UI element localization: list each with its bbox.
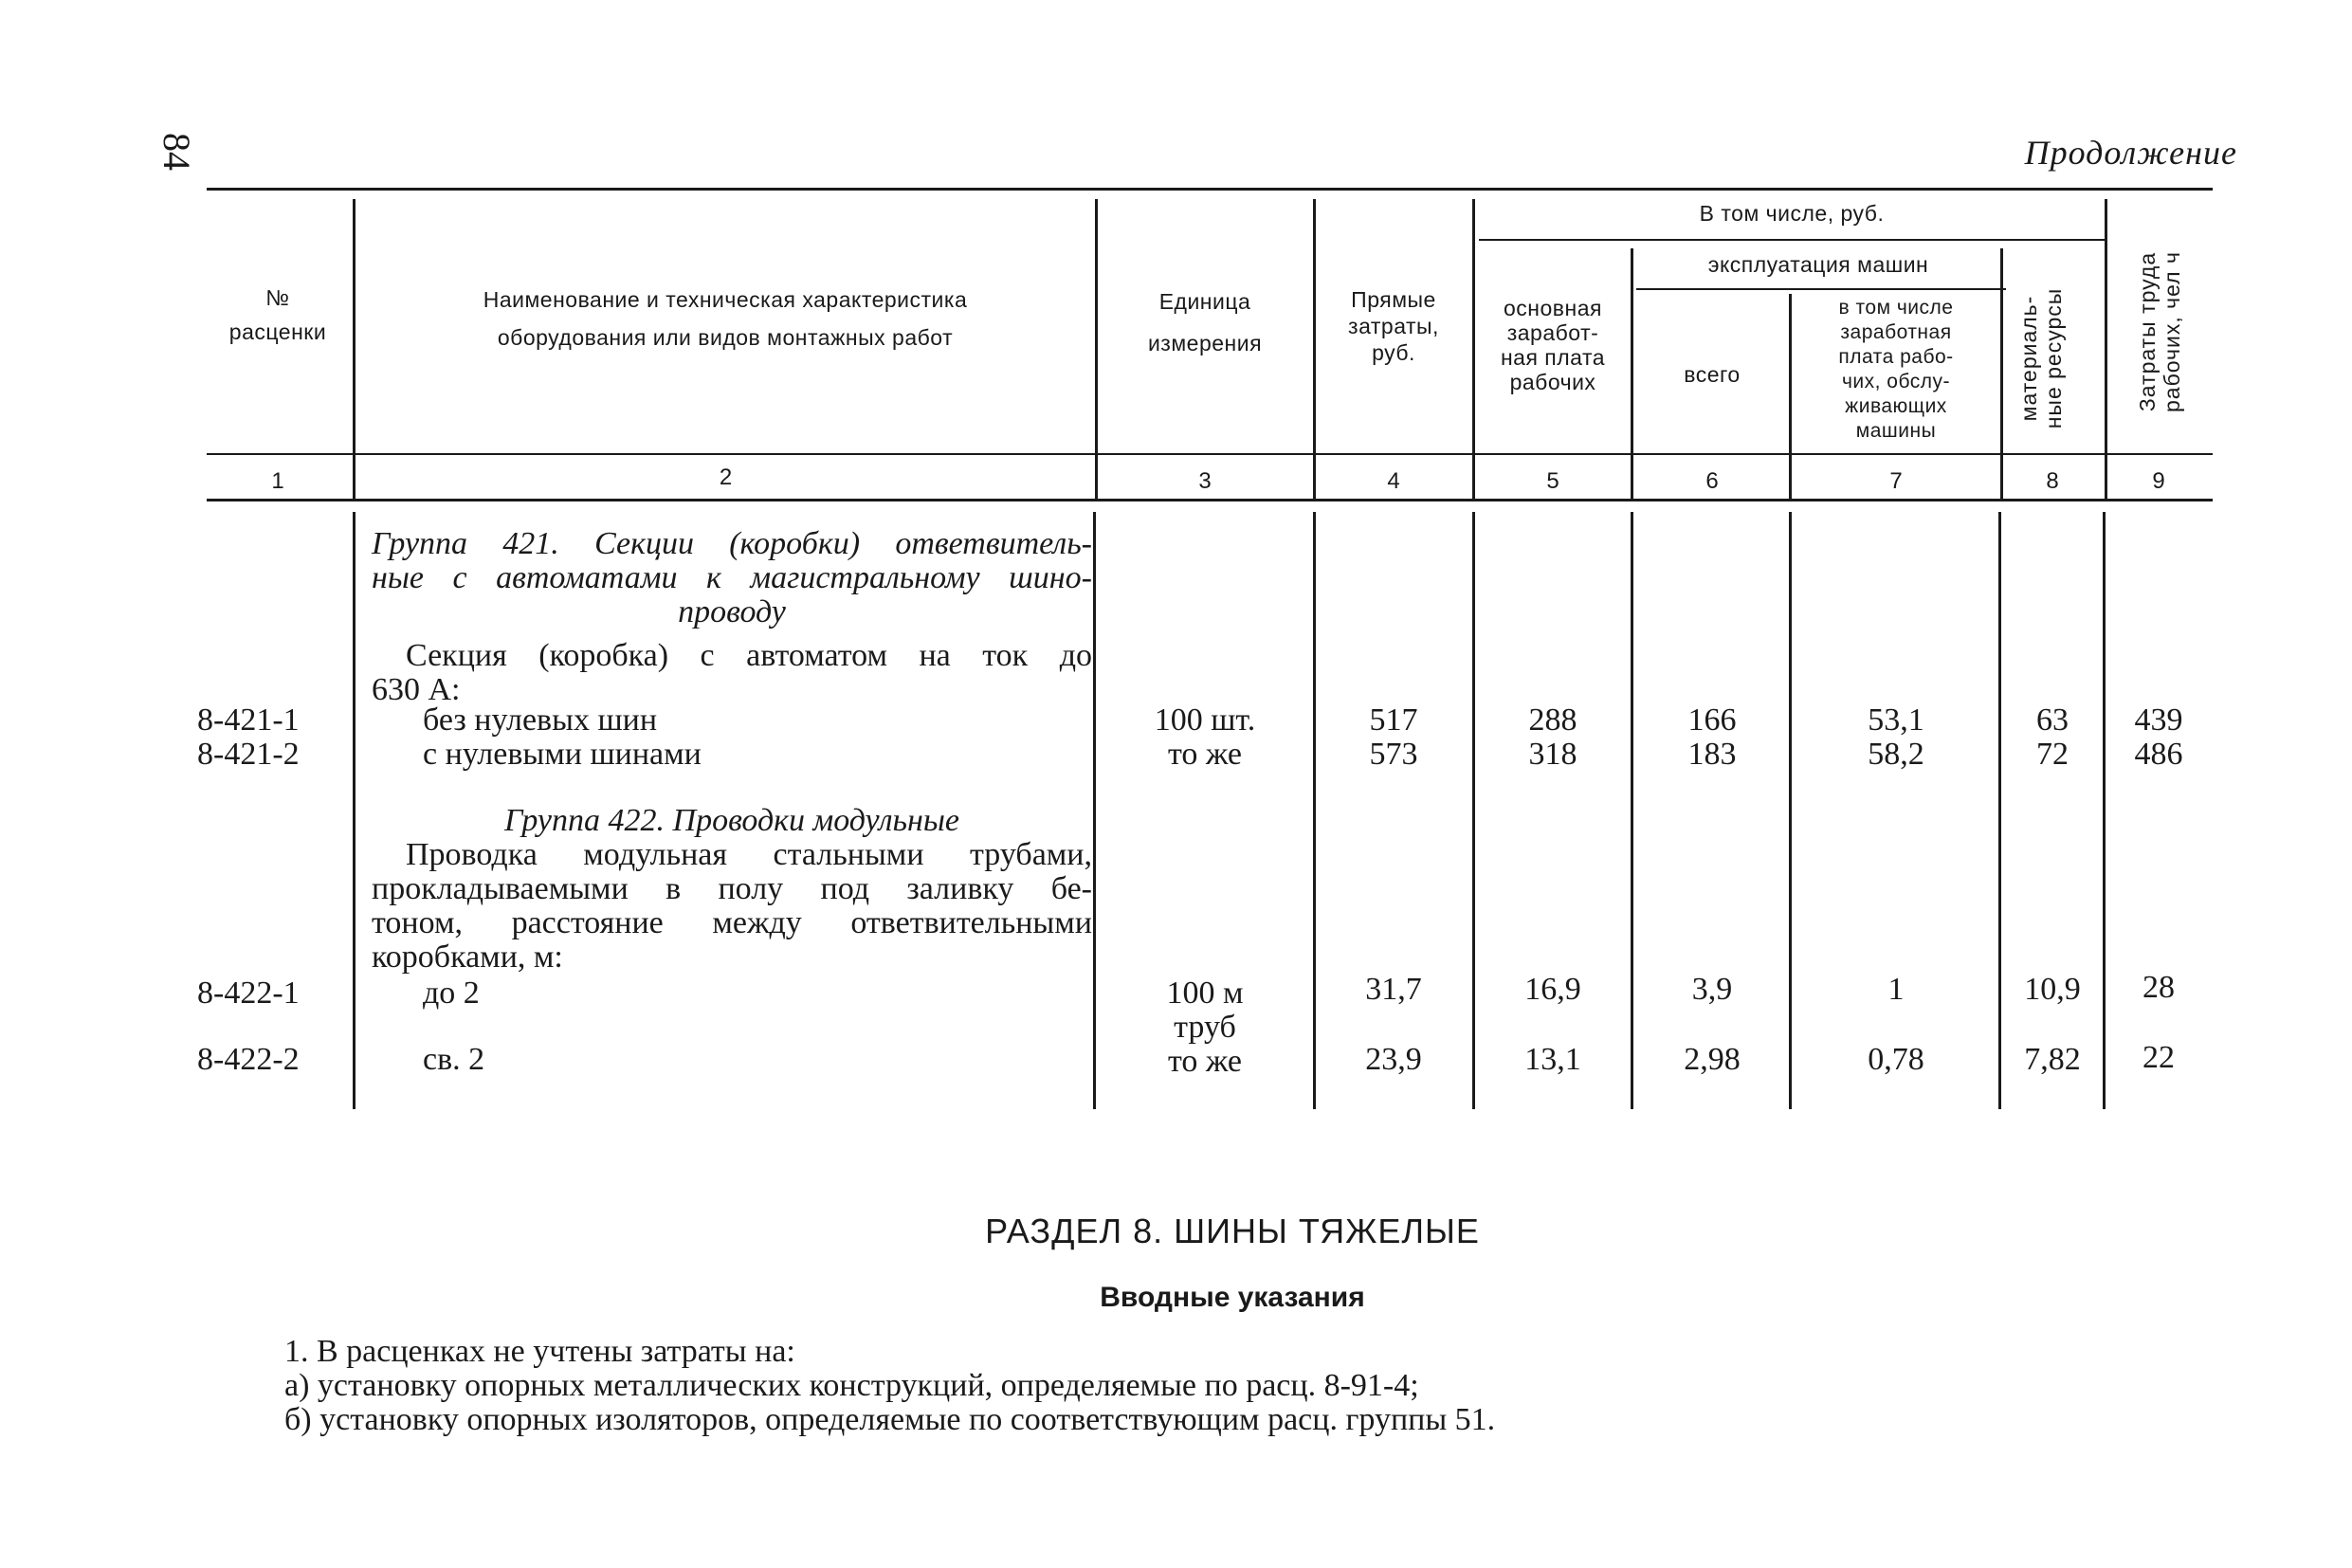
header-col4-line3: руб.	[1372, 340, 1415, 365]
group421-intro-line2: 630 А:	[372, 672, 461, 707]
header-col5-line1: основная	[1504, 296, 1602, 320]
row-unit-line2: труб	[1174, 1010, 1236, 1045]
row-name: с нулевыми шинами	[423, 737, 702, 772]
colnum-3: 3	[1198, 468, 1212, 494]
table-top-rule	[207, 188, 2213, 191]
header-col3-line1: Единица	[1158, 289, 1251, 314]
row-unit: 100 шт.	[1154, 702, 1256, 738]
vrule-3	[1313, 199, 1316, 501]
incl-group-rule	[1479, 239, 2106, 241]
row-labor: 439	[2134, 702, 2183, 738]
header-col7-line3: плата рабо-	[1838, 346, 1954, 368]
vrule-body-5	[1631, 512, 1633, 1109]
group422-title: Группа 422. Проводки модульные	[503, 803, 960, 838]
row-unit	[1100, 976, 1310, 1045]
vrule-body-8	[2103, 512, 2106, 1109]
row-unit: то же	[1167, 1044, 1243, 1079]
header-col9	[2135, 209, 2188, 455]
vrule-body-1	[353, 512, 356, 1109]
vrule-4	[1472, 199, 1475, 501]
section-subtitle: Вводные указания	[1100, 1282, 1365, 1313]
row-direct: 573	[1369, 737, 1418, 772]
row-unit-line1: 100 м	[1166, 975, 1244, 1011]
header-col9-line1: Затраты труда	[2135, 251, 2160, 412]
group421-intro-line1: Секция (коробка) с автоматом на ток до	[406, 638, 1092, 673]
header-col5	[1477, 296, 1629, 394]
vrule-body-6	[1789, 512, 1792, 1109]
row-machine-total: 183	[1687, 737, 1737, 772]
vrule-body-7	[1998, 512, 2001, 1109]
header-col5-line3: ная плата	[1500, 345, 1606, 370]
row-direct: 23,9	[1365, 1042, 1422, 1077]
vrule-5	[1631, 248, 1633, 501]
header-col7-line1: в том числе	[1838, 297, 1954, 319]
row-materials: 7,82	[2024, 1042, 2081, 1077]
group422-intro-line2: прокладываемыми в полу под заливку бе-	[372, 871, 1092, 906]
row-wages: 318	[1528, 737, 1577, 772]
section-notes	[284, 1335, 1801, 1437]
colnum-5: 5	[1546, 468, 1559, 494]
vrule-2	[1095, 199, 1098, 501]
vrule-body-4	[1472, 512, 1475, 1109]
header-col1-line1: №	[265, 285, 290, 310]
row-direct: 517	[1369, 702, 1418, 738]
header-col1	[207, 281, 349, 349]
header-col2-line1: Наименование и техническая характеристика	[483, 287, 968, 312]
group421-title	[372, 527, 1092, 629]
colnum-4: 4	[1387, 468, 1400, 494]
row-materials: 10,9	[2024, 972, 2081, 1007]
note-line-1: 1. В расценках не учтены затраты на:	[284, 1334, 795, 1369]
vrule-body-2	[1093, 512, 1096, 1109]
header-col3-line2: измерения	[1147, 331, 1263, 356]
header-col6: всего	[1684, 362, 1741, 387]
row-labor: 28	[2142, 970, 2175, 1005]
colnum-bottom-rule	[207, 499, 2213, 501]
row-code: 8-422-2	[197, 1042, 300, 1077]
vrule-body-3	[1313, 512, 1316, 1109]
row-direct: 31,7	[1365, 972, 1422, 1007]
group421-title-line2: ные с автоматами к магистральному шино-	[372, 560, 1092, 595]
row-wages: 16,9	[1524, 972, 1581, 1007]
group421-intro	[372, 639, 1092, 707]
header-col8-line1: материаль-	[2016, 295, 2041, 422]
header-col5-line4: рабочих	[1509, 370, 1596, 394]
header-col3	[1100, 281, 1310, 364]
header-bottom-rule	[207, 453, 2213, 455]
page-number: 84	[155, 133, 198, 171]
header-col2	[360, 281, 1090, 356]
row-machine-wages: 58,2	[1868, 737, 1924, 772]
machine-group-rule	[1636, 288, 2006, 290]
group421-title-line3: проводу	[678, 594, 786, 629]
header-col8	[2016, 254, 2069, 463]
row-machine-wages: 1	[1887, 972, 1905, 1007]
continuation-label: Продолжение	[2024, 134, 2237, 172]
row-code: 8-421-1	[197, 702, 300, 738]
header-col4-line2: затраты,	[1348, 314, 1439, 338]
note-line-3: б) установку опорных изоляторов, определяемые по соответствующим расц. группы 51.	[284, 1402, 1496, 1437]
colnum-9: 9	[2152, 468, 2165, 494]
header-machine-group: эксплуатация машин	[1707, 252, 1929, 277]
note-line-2: а) установку опорных металлических конструкций, определяемые по расц. 8-91-4;	[284, 1368, 1419, 1403]
row-materials: 72	[2036, 737, 2069, 772]
header-col7-line6: машины	[1855, 420, 1937, 442]
header-col7	[1794, 296, 1998, 444]
colnum-7: 7	[1889, 468, 1903, 494]
row-code: 8-421-2	[197, 737, 300, 772]
vrule-1	[353, 199, 356, 501]
header-col7-line2: заработная	[1840, 321, 1952, 343]
vrule-7	[2000, 248, 2003, 501]
row-name: св. 2	[423, 1042, 485, 1077]
row-materials: 63	[2036, 702, 2069, 738]
header-col8-line2: ные ресурсы	[2041, 287, 2066, 429]
row-code: 8-422-1	[197, 975, 300, 1011]
colnum-8: 8	[2046, 468, 2059, 494]
group422-intro-line1: Проводка модульная стальными трубами,	[406, 837, 1092, 872]
colnum-6: 6	[1705, 468, 1719, 494]
header-col9-line2: рабочих, чел ч	[2160, 251, 2184, 412]
group422-intro	[372, 838, 1092, 975]
section-title: РАЗДЕЛ 8. ШИНЫ ТЯЖЕЛЫЕ	[985, 1212, 1480, 1250]
header-col7-line4: чих, обслу-	[1841, 371, 1951, 392]
colnum-2: 2	[719, 465, 733, 490]
header-col4	[1318, 286, 1469, 366]
row-unit: то же	[1167, 737, 1243, 772]
header-col2-line2: оборудования или видов монтажных работ	[497, 325, 954, 350]
group422-intro-line4: коробками, м:	[372, 939, 563, 975]
row-machine-total: 166	[1687, 702, 1737, 738]
vrule-8	[2105, 199, 2107, 501]
row-labor: 486	[2134, 737, 2183, 772]
header-col7-line5: живающих	[1845, 395, 1947, 417]
row-name: до 2	[423, 975, 480, 1011]
header-col1-line2: расценки	[228, 319, 327, 344]
header-col4-line1: Прямые	[1351, 287, 1436, 312]
row-machine-total: 2,98	[1684, 1042, 1741, 1077]
row-wages: 288	[1528, 702, 1577, 738]
vrule-6	[1789, 294, 1792, 501]
group421-title-line1: Группа 421. Секции (коробки) ответвитель-	[372, 526, 1092, 561]
group422-intro-line3: тоном, расстояние между ответвительными	[372, 905, 1092, 940]
row-wages: 13,1	[1524, 1042, 1581, 1077]
row-name: без нулевых шин	[423, 702, 658, 738]
row-labor: 22	[2142, 1040, 2175, 1075]
row-machine-total: 3,9	[1691, 972, 1733, 1007]
header-col5-line2: заработ-	[1506, 320, 1599, 345]
row-machine-wages: 0,78	[1868, 1042, 1924, 1077]
header-incl-group: В том числе, руб.	[1699, 201, 1885, 226]
colnum-1: 1	[271, 468, 284, 494]
row-machine-wages: 53,1	[1868, 702, 1924, 738]
